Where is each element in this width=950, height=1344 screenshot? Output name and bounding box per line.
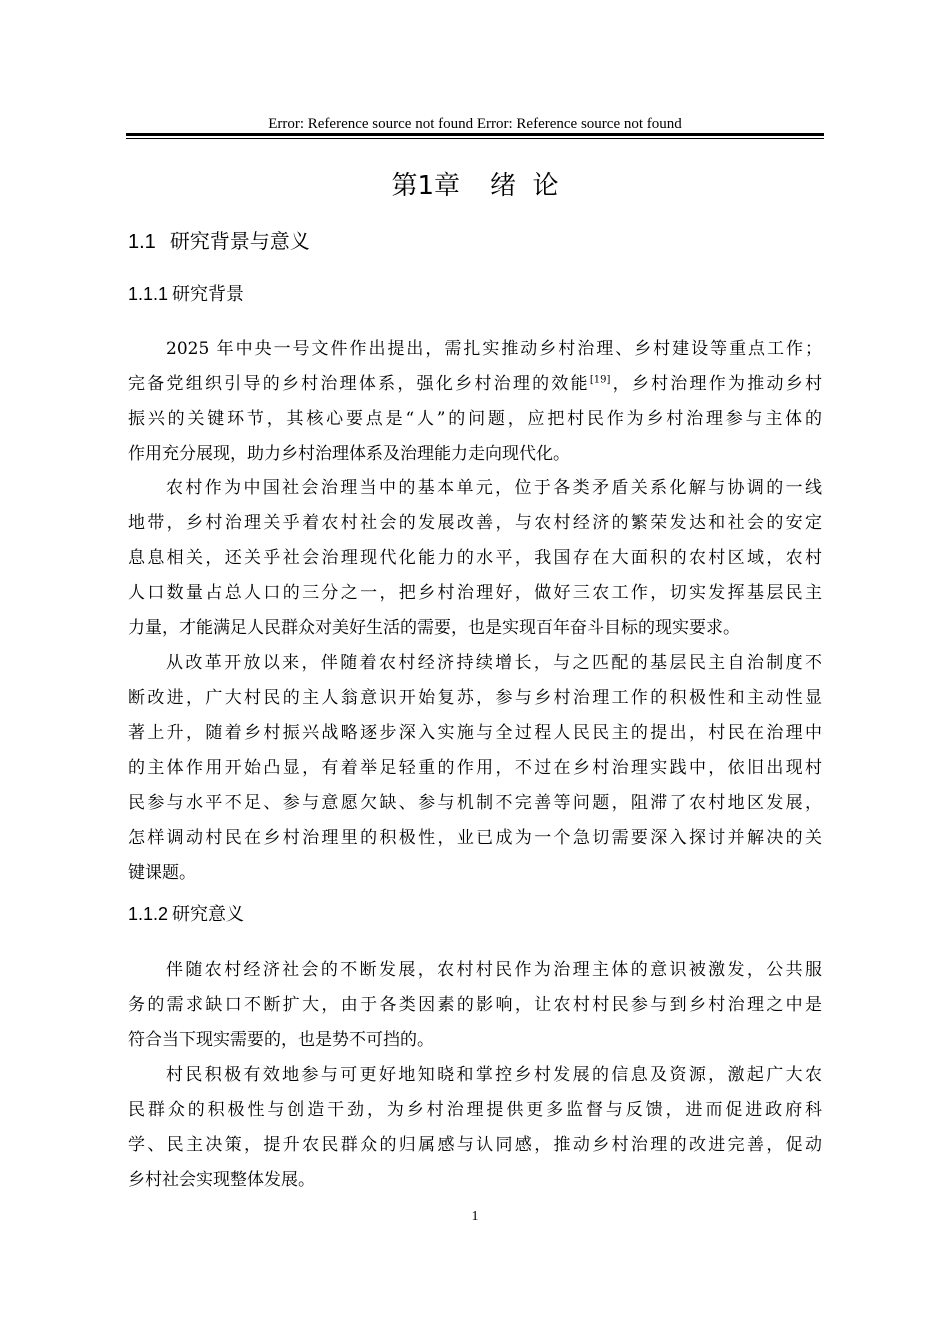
paragraph-line: 人口数量占总人口的三分之一，把乡村治理好，做好三农工作，切实发挥基层民主	[128, 583, 822, 603]
paragraph-line: 民群众的积极性与创造干劲，为乡村治理提供更多监督与反馈，进而促进政府科	[128, 1100, 822, 1120]
subsection-heading-background	[128, 280, 244, 309]
paragraph-line: 怎样调动村民在乡村治理里的积极性，业已成为一个急切需要深入探讨并解决的关	[128, 828, 822, 848]
paragraph-line: 断改进，广大村民的主人翁意识开始复苏，参与乡村治理工作的积极性和主动性显	[128, 688, 822, 708]
paragraph-line: 民参与水平不足、参与意愿欠缺、参与机制不完善等问题，阻滞了农村地区发展，	[128, 793, 822, 813]
paragraph-3	[128, 646, 822, 891]
paragraph-line: 作用充分展现，助力乡村治理体系及治理能力走向现代化。	[128, 444, 570, 464]
paragraph-line: 的主体作用开始凸显，有着举足轻重的作用，不过在乡村治理实践中，依旧出现村	[128, 758, 822, 778]
subsection-number: 1.1.2	[128, 904, 169, 924]
subsection-title-text: 研究意义	[172, 904, 245, 925]
paragraph-line: 振兴的关键环节，其核心要点是“人”的问题，应把村民作为乡村治理参与主体的	[128, 409, 822, 429]
paragraph-line: 从改革开放以来，伴随着农村经济持续增长，与之匹配的基层民主自治制度不	[166, 653, 822, 673]
paragraph-line: 2025 年中央一号文件作出提出，需扎实推动乡村治理、乡村建设等重点工作；	[166, 339, 822, 359]
chapter-title-text: 绪 论	[490, 171, 559, 201]
paragraph-line: 力量，才能满足人民群众对美好生活的需要，也是实现百年奋斗目标的现实要求。	[128, 618, 740, 638]
section-heading	[128, 226, 310, 257]
paragraph-1	[128, 332, 822, 472]
citation-19[interactable]: [19]	[589, 374, 611, 386]
paragraph-line: 地带，乡村治理关乎着农村社会的发展改善，与农村经济的繁荣发达和社会的安定	[128, 513, 822, 533]
paragraph-line: 伴随农村经济社会的不断发展，农村村民作为治理主体的意识被激发，公共服	[166, 960, 822, 980]
paragraph-line: 著上升，随着乡村振兴战略逐步深入实施与全过程人民民主的提出，村民在治理中	[128, 723, 822, 743]
header-rule-thick	[126, 133, 824, 136]
header-rule-thin	[126, 138, 824, 139]
paragraph-5	[128, 1058, 822, 1198]
paragraph-line: 息息相关，还关乎社会治理现代化能力的水平，我国存在大面积的农村区域，农村	[128, 548, 822, 568]
paragraph-line-segment: ，乡村治理作为推动乡村	[610, 374, 823, 394]
subsection-heading-significance	[128, 900, 244, 929]
paragraph-line-segment: 完备党组织引导的乡村治理体系，强化乡村治理的效能	[128, 374, 590, 394]
paragraph-line: 村民积极有效地参与可更好地知晓和掌控乡村发展的信息及资源，激起广大农	[166, 1065, 822, 1085]
paragraph-4	[128, 953, 822, 1058]
chapter-number: 第1章	[391, 171, 460, 201]
paragraph-line: 学、民主决策，提升农民群众的归属感与认同感，推动乡村治理的改进完善，促动	[128, 1135, 822, 1155]
page-number: 1	[471, 1209, 479, 1224]
paragraph-line: 乡村社会实现整体发展。	[128, 1170, 315, 1190]
section-title-text: 研究背景与意义	[169, 229, 310, 253]
paragraph-line: 务的需求缺口不断扩大，由于各类因素的影响，让农村村民参与到乡村治理之中是	[128, 995, 822, 1015]
subsection-title-text: 研究背景	[172, 284, 245, 305]
running-header: Error: Reference source not found Error: Reference source not found	[268, 116, 682, 132]
subsection-number: 1.1.1	[128, 284, 169, 304]
paragraph-line: 农村作为中国社会治理当中的基本单元，位于各类矛盾关系化解与协调的一线	[166, 478, 822, 498]
paragraph-2	[128, 471, 822, 646]
section-number: 1.1	[128, 231, 156, 253]
paragraph-line-with-citation	[128, 367, 822, 402]
paragraph-line: 键课题。	[128, 863, 196, 883]
paragraph-line: 符合当下现实需要的，也是势不可挡的。	[128, 1030, 434, 1050]
chapter-title	[126, 168, 824, 204]
